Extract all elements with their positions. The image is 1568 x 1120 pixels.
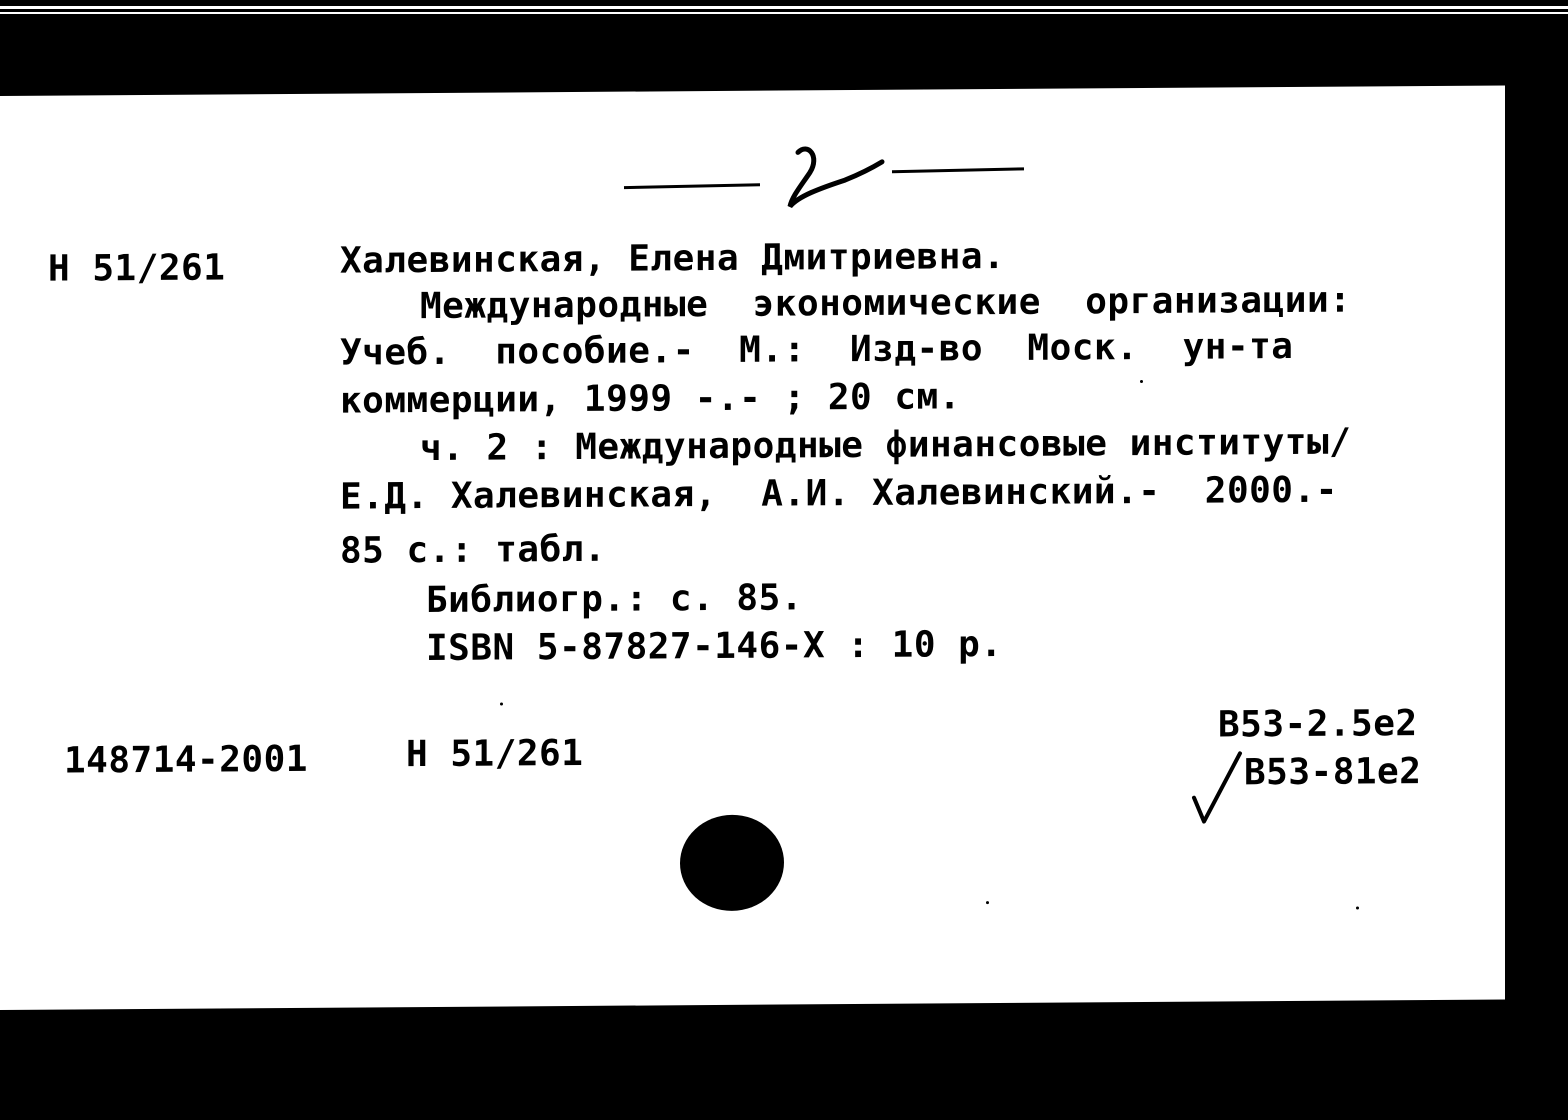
scan-border-line-secondary	[0, 12, 1568, 14]
paper-speck	[986, 901, 989, 904]
paper-speck	[500, 702, 503, 705]
classification-index-2: В53-81е2	[1244, 751, 1422, 794]
isbn-line: ISBN 5-87827-146-X : 10 р.	[426, 624, 1003, 670]
paper-speck	[1140, 380, 1143, 383]
pagination-line: 85 с.: табл.	[340, 528, 607, 572]
title-line: Международные экономические организации:	[420, 279, 1352, 328]
handwritten-page-mark	[620, 143, 1030, 216]
call-number: Н 51/261	[48, 247, 226, 290]
part-title-line: ч. 2 : Международные финансовые институты/	[420, 421, 1352, 470]
call-number-bottom: Н 51/261	[406, 732, 584, 776]
paper-speck	[1356, 907, 1359, 910]
catalog-card	[0, 85, 1505, 1010]
author-heading: Халевинская, Елена Дмитриевна.	[340, 235, 1006, 282]
title-line-continued: Учеб. пособие.- М.: Изд-во Моск. ун-та	[340, 325, 1294, 374]
punch-hole	[680, 815, 784, 912]
handwritten-check-icon	[1190, 747, 1246, 827]
bibliography-note: Библиогр.: с. 85.	[426, 577, 803, 622]
responsibility-line: Е.Д. Халевинская, А.И. Халевинский.- 2000.-	[340, 469, 1338, 518]
scan-border-line	[0, 6, 1568, 9]
imprint-line: коммерции, 1999 -.- ; 20 см.	[340, 376, 961, 422]
classification-index-1: В53-2.5е2	[1218, 703, 1418, 746]
inventory-number: 148714-2001	[64, 738, 308, 782]
